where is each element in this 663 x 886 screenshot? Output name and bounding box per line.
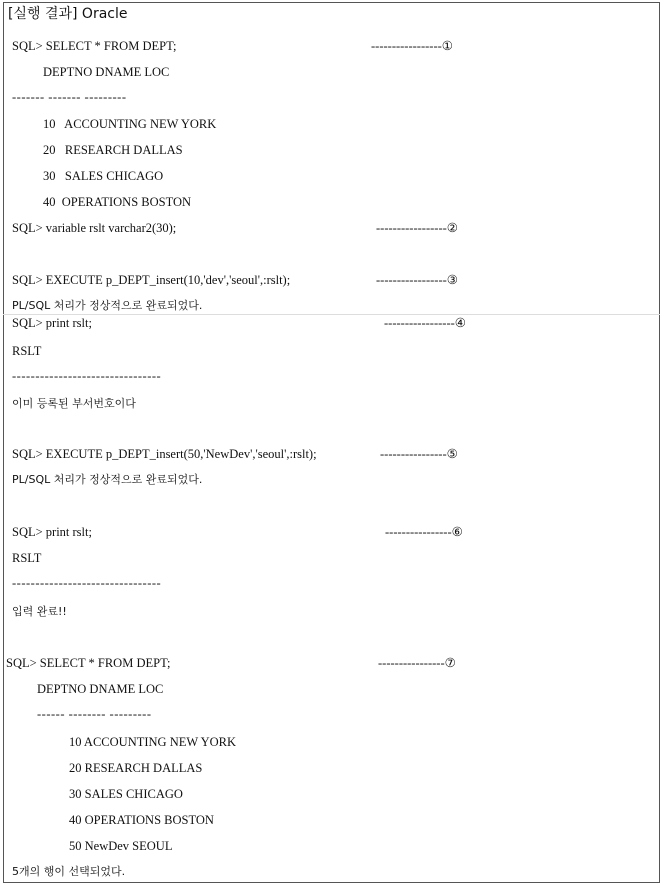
result-row: 50 NewDev SEOUL — [69, 839, 173, 853]
rslt-message-2: 입력 완료!! — [12, 605, 67, 618]
panel-divider — [3, 314, 660, 315]
result-row: 10 ACCOUNTING NEW YORK — [69, 735, 237, 749]
step-marker-5: ----------------⑤ — [380, 447, 458, 461]
result-row: 30 SALES CHICAGO — [43, 169, 164, 183]
result-frame — [3, 2, 660, 883]
sql-select-2: SQL> SELECT * FROM DEPT; — [6, 656, 171, 670]
rslt-separator-2: -------------------------------- — [12, 576, 162, 590]
step-marker-4: -----------------④ — [384, 316, 466, 330]
result-row: 10 ACCOUNTING NEW YORK — [43, 117, 217, 131]
rslt-separator-1: -------------------------------- — [12, 369, 162, 383]
sql-variable: SQL> variable rslt varchar2(30); — [12, 221, 177, 235]
result-row: 30 SALES CHICAGO — [69, 787, 183, 801]
column-header-2: DEPTNO DNAME LOC — [37, 682, 164, 696]
plsql-complete-2: PL/SQL 처리가 정상적으로 완료되었다. — [12, 473, 203, 486]
sql-execute-1: SQL> EXECUTE p_DEPT_insert(10,'dev','seoul',:rslt); — [12, 273, 291, 287]
sql-print-1: SQL> print rslt; — [12, 316, 92, 330]
step-marker-1: -----------------① — [371, 39, 453, 53]
sql-execute-2: SQL> EXECUTE p_DEPT_insert(50,'NewDev','seoul',:rslt); — [12, 447, 317, 461]
result-row: 20 RESEARCH DALLAS — [43, 143, 183, 157]
column-separator-2: ------ -------- --------- — [37, 707, 152, 721]
step-marker-6: ----------------⑥ — [385, 525, 463, 539]
rslt-message-1: 이미 등록된 부서번호이다 — [12, 397, 136, 410]
step-marker-3: -----------------③ — [376, 273, 458, 287]
result-row: 20 RESEARCH DALLAS — [69, 761, 203, 775]
column-header-1: DEPTNO DNAME LOC — [43, 65, 170, 79]
sql-print-2: SQL> print rslt; — [12, 525, 92, 539]
rslt-label-1: RSLT — [12, 344, 42, 358]
rows-selected-footer: 5개의 행이 선택되었다. — [12, 865, 126, 878]
section-title: [실행 결과] Oracle — [8, 6, 128, 22]
plsql-complete-1: PL/SQL 처리가 정상적으로 완료되었다. — [12, 299, 203, 312]
column-separator-1: ------- ------- --------- — [12, 90, 127, 104]
rslt-label-2: RSLT — [12, 551, 42, 565]
result-row: 40 OPERATIONS BOSTON — [43, 195, 192, 209]
result-row: 40 OPERATIONS BOSTON — [69, 813, 214, 827]
step-marker-2: -----------------② — [376, 221, 458, 235]
step-marker-7: ----------------⑦ — [378, 656, 456, 670]
sql-select-1: SQL> SELECT * FROM DEPT; — [12, 39, 177, 53]
